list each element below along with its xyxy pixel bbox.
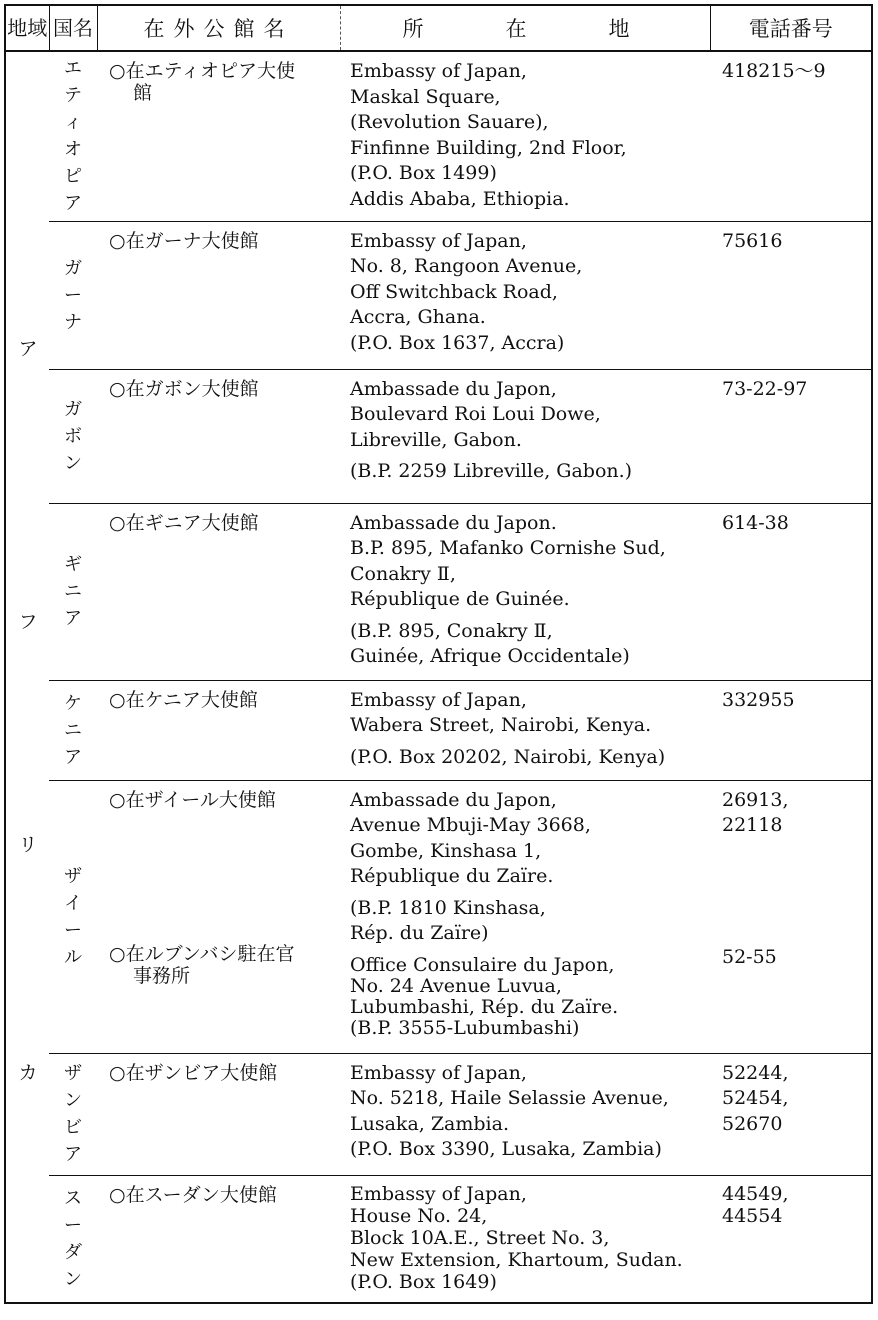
country-cell: ザンビア [49, 1053, 97, 1175]
region-char: カ [18, 1062, 38, 1084]
address-cell: Embassy of Japan, House No. 24, Block 10A.E., Street No. 3, New Extension, Khartoum, Sudan. (P.O. Box 1649) [340, 1175, 710, 1303]
phone-cell: 418215～9 [710, 51, 872, 221]
region-char: フ [18, 611, 38, 633]
phone-cell: 52244, 52454, 52670 [710, 1053, 872, 1175]
address-cell: Ambassade du Japon. B.P. 895, Mafanko Cornishe Sud, Conakry Ⅱ, République de Guinée. (B.P. 895, Conakry Ⅱ, Guinée, Afrique Occidentale) [340, 503, 710, 680]
country-cell: スーダン [49, 1175, 97, 1303]
phone-cell: 614-38 [710, 503, 872, 680]
address-cell: Ambassade du Japon, Avenue Mbuji-May 3668, Gombe, Kinshasa 1, République du Zaïre. (B.P. 1810 Kinshasa, Rép. du Zaïre) Office Consulaire du Japon, No. 24 Avenue Luvua, Lubumbashi, Rép. du Zaïre. (B.P. 3555-Lubumbashi) [340, 780, 710, 1053]
header-region: 地域 [5, 5, 49, 51]
region-cell [5, 51, 49, 1303]
address-cell: Embassy of Japan, No. 5218, Haile Selassie Avenue, Lusaka, Zambia. (P.O. Box 3390, Lusaka, Zambia) [340, 1053, 710, 1175]
header-address: 所 在 地 [340, 5, 710, 51]
header-phone: 電話番号 [710, 5, 872, 51]
table-row [5, 1175, 872, 1303]
phone-cell: 75616 [710, 221, 872, 369]
address-cell: Embassy of Japan, Wabera Street, Nairobi, Kenya. (P.O. Box 20202, Nairobi, Kenya) [340, 680, 710, 780]
country-cell: ギニア [49, 503, 97, 680]
header-row [5, 5, 872, 51]
country-cell: ガーナ [49, 221, 97, 369]
phone-cell: 332955 [710, 680, 872, 780]
table-row [5, 221, 872, 369]
mission-cell: ○在ギニア大使館 [97, 503, 340, 680]
mission-cell: ○在エティオピア大使 館 [97, 51, 340, 221]
address-cell: Embassy of Japan, No. 8, Rangoon Avenue, Off Switchback Road, Accra, Ghana. (P.O. Box 1637, Accra) [340, 221, 710, 369]
table-row [5, 680, 872, 780]
address-cell: Ambassade du Japon, Boulevard Roi Loui Dowe, Libreville, Gabon. (B.P. 2259 Libreville, Gabon.) [340, 369, 710, 503]
table-row [5, 51, 872, 221]
embassy-table [4, 4, 873, 1304]
table-row [5, 1053, 872, 1175]
mission-cell: ○在ザンビア大使館 [97, 1053, 340, 1175]
table-row [5, 503, 872, 680]
phone-cell: 73-22-97 [710, 369, 872, 503]
table-row [5, 780, 872, 1053]
phone-cell: 26913, 22118 52-55 [710, 780, 872, 1053]
country-cell: ガボン [49, 369, 97, 503]
mission-cell: ○在ガボン大使館 [97, 369, 340, 503]
mission-cell: ○在ケニア大使館 [97, 680, 340, 780]
header-mission: 在外公館名 [97, 5, 340, 51]
country-cell: ケニア [49, 680, 97, 780]
region-char: リ [18, 834, 38, 856]
country-cell: エティオピア [49, 51, 97, 221]
country-cell: ザイール [49, 780, 97, 1053]
address-cell: Embassy of Japan, Maskal Square, (Revolution Sauare), Finfinne Building, 2nd Floor, (P.O. Box 1499) Addis Ababa, Ethiopia. [340, 51, 710, 221]
region-char: ア [18, 338, 38, 360]
mission-cell: ○在ザイール大使館 ○在ルブンバシ駐在官 事務所 [97, 780, 340, 1053]
mission-cell: ○在スーダン大使館 [97, 1175, 340, 1303]
phone-cell: 44549, 44554 [710, 1175, 872, 1303]
mission-cell: ○在ガーナ大使館 [97, 221, 340, 369]
header-country: 国名 [49, 5, 97, 51]
table-row [5, 369, 872, 503]
